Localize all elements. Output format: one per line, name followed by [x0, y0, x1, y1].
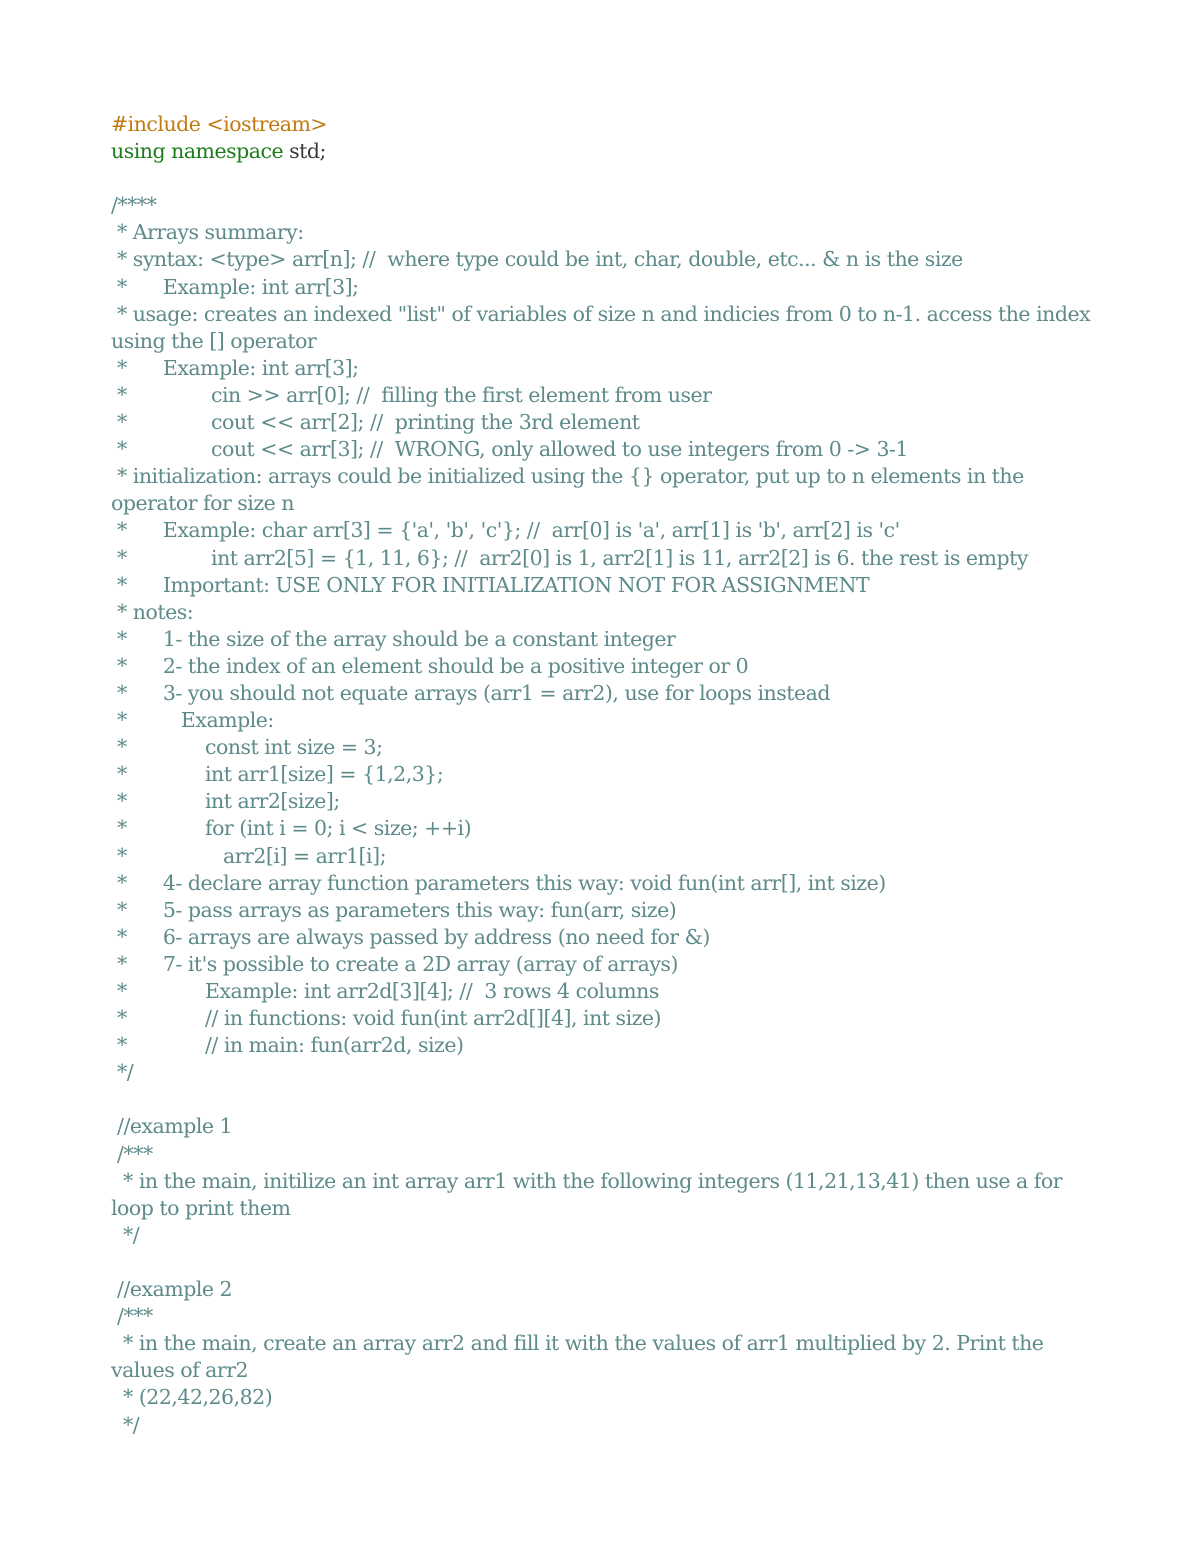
- blank-line: [111, 165, 1096, 192]
- comment-line: * 3- you should not equate arrays (arr1 = arr2), use for loops instead: [111, 680, 830, 705]
- comment-line: * cout << arr[3]; // WRONG, only allowed to use integers from 0 -> 3-1: [111, 437, 908, 462]
- comment-line: */: [111, 1060, 134, 1085]
- comment-line: * arr2[i] = arr1[i];: [111, 843, 386, 868]
- comment-line: * 5- pass arrays as parameters this way: fun(arr, size): [111, 897, 677, 922]
- comment-line: * Arrays summary:: [111, 220, 304, 245]
- comment-line: * Example: int arr[3];: [111, 274, 359, 299]
- comment-line: * usage: creates an indexed "list" of variables of size n and indicies from 0 to n-1. access the index using the [] operator: [111, 301, 1097, 353]
- comment-line: //example 1: [111, 1114, 233, 1139]
- blank-line: [111, 1249, 1096, 1276]
- comment-line: * cout << arr[2]; // printing the 3rd element: [111, 410, 640, 435]
- include-line: [111, 111, 1096, 138]
- comment-line: * int arr1[size] = {1,2,3};: [111, 762, 444, 787]
- comment-line: * cin >> arr[0]; // filling the first element from user: [111, 382, 712, 407]
- comment-line: * notes:: [111, 599, 194, 624]
- blank-line: [111, 1086, 1096, 1113]
- comment-line: */: [111, 1412, 140, 1437]
- comment-line: * int arr2[size];: [111, 789, 340, 814]
- comment-line: * Example: char arr[3] = {'a', 'b', 'c'}; // arr[0] is 'a', arr[1] is 'b', arr[2] is 'c': [111, 518, 900, 543]
- comment-line: * Example: int arr[3];: [111, 355, 359, 380]
- comment-line: /***: [111, 1304, 153, 1329]
- comment-line: * Example: int arr2d[3][4]; // 3 rows 4 columns: [111, 979, 659, 1003]
- comment-line: * const int size = 3;: [111, 735, 383, 760]
- comment-line: * // in main: fun(arr2d, size): [111, 1033, 464, 1058]
- comment-line: * in the main, create an array arr2 and fill it with the values of arr1 multiplied by 2. Print the values of arr2: [111, 1331, 1050, 1383]
- include-directive: #include: [111, 112, 201, 136]
- comment-line: * syntax: <type> arr[n]; // where type could be int, char, double, etc... & n is the size: [111, 247, 963, 272]
- comment-line: /****: [111, 193, 157, 218]
- using-namespace-keywords: using namespace: [111, 139, 284, 164]
- comment-line: /***: [111, 1141, 153, 1166]
- comment-line: * 4- declare array function parameters this way: void fun(int arr[], int size): [111, 870, 886, 895]
- comment-line: * Important: USE ONLY FOR INITIALIZATION NOT FOR ASSIGNMENT: [111, 572, 870, 597]
- code-listing: [111, 111, 1096, 1439]
- comment-line: //example 2: [111, 1277, 233, 1302]
- comment-line: * 1- the size of the array should be a constant integer: [111, 626, 676, 651]
- comment-line: * // in functions: void fun(int arr2d[][4], int size): [111, 1006, 662, 1031]
- using-target: std;: [283, 139, 326, 164]
- comment-line: */: [111, 1222, 140, 1247]
- using-line: [111, 138, 1096, 165]
- comment-line: * for (int i = 0; i < size; ++i): [111, 816, 472, 841]
- comment-line: * (22,42,26,82): [111, 1385, 273, 1410]
- comment-line: * int arr2[5] = {1, 11, 6}; // arr2[0] is 1, arr2[1] is 11, arr2[2] is 6. the rest is empty: [111, 545, 1028, 570]
- comment-line: * 6- arrays are always passed by address (no need for &): [111, 924, 710, 949]
- comment-line: * 2- the index of an element should be a positive integer or 0: [111, 653, 749, 678]
- include-header: <iostream>: [206, 112, 328, 136]
- comment-line: * 7- it's possible to create a 2D array (array of arrays): [111, 951, 678, 976]
- comment-line: * in the main, initilize an int array arr1 with the following integers (11,21,13,41) then use a for loop to print them: [111, 1168, 1069, 1220]
- comment-line: * initialization: arrays could be initialized using the {} operator, put up to n elements in the operator for size n: [111, 464, 1030, 516]
- comment-line: * Example:: [111, 708, 274, 733]
- comment-block: [111, 192, 1096, 1438]
